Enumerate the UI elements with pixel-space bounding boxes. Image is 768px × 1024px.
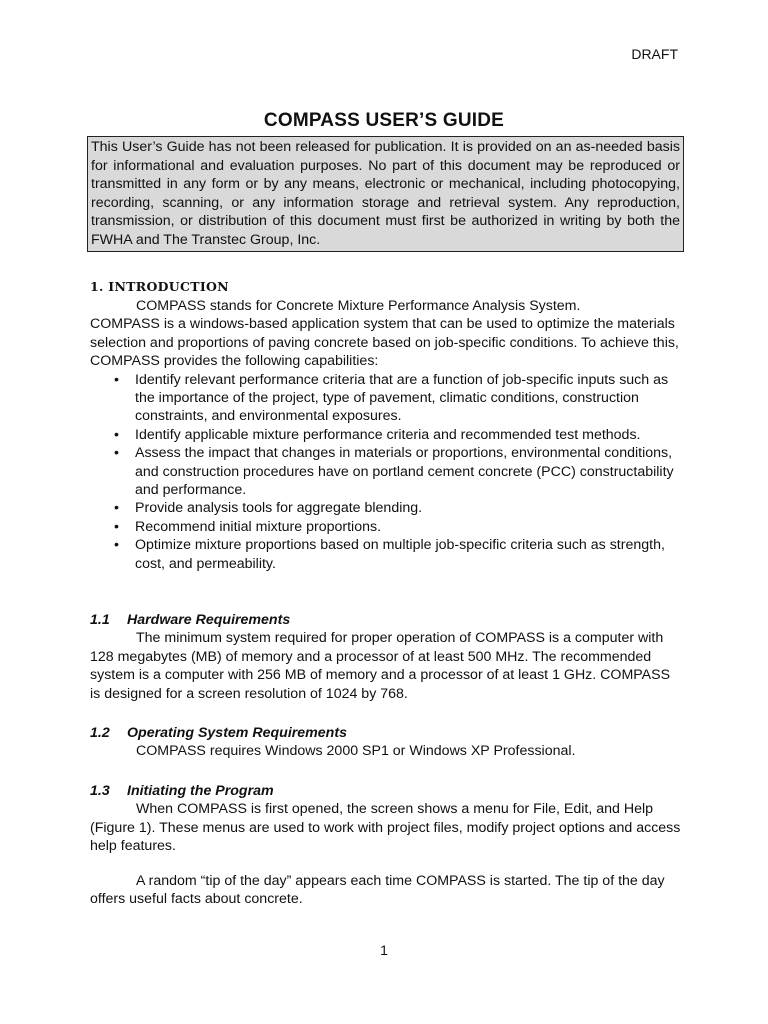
draft-label: DRAFT xyxy=(631,46,678,62)
hardware-heading xyxy=(90,611,684,629)
list-item xyxy=(90,499,684,517)
list-item-text: Assess the impact that changes in materials or proportions, environmental conditions, and construction procedures have on portland cement concrete (PCC) constructability and performance. xyxy=(135,445,674,499)
bullet-icon: • xyxy=(114,371,119,388)
list-item xyxy=(90,371,684,426)
list-item-text: Identify relevant performance criteria that are a function of job-specific inputs such as the importance of the project, type of pavement, climatic conditions, construction constraints, and environmental exposures. xyxy=(135,371,669,425)
publication-notice-box: This User’s Guide has not been released for publication. It is provided on an as-needed basis for informational and evaluation purposes. No part of this document may be reproduced or transmitted in any form or by any means, electronic or mechanical, including photocopying, recording, scanning, or any information storage and retrieval system. Any reproduction, transmission, or distribution of this document must first be authorized in writing by both the FWHA and The Transtec Group, Inc. xyxy=(87,136,684,252)
bullet-icon: • xyxy=(114,500,119,517)
hardware-paragraph: The minimum system required for proper operation of COMPASS is a computer with 128 megabytes (MB) of memory and a processor of at least 500 MHz. The recommended system is a computer with 256 MB of memory and a processor of at least 1 GHz. COMPASS is designed for a screen resolution of 1024 by 768. xyxy=(90,630,671,702)
list-item xyxy=(90,518,684,536)
hardware-section xyxy=(90,611,684,703)
bullet-icon: • xyxy=(114,518,119,535)
capabilities-list xyxy=(90,371,684,573)
introduction-paragraph: COMPASS is a windows-based application system that can be used to optimize the materials selection and proportions of paving concrete based on job-specific conditions. To achieve this, COMPASS provides the following capabilities: xyxy=(90,316,679,370)
tip-section xyxy=(90,872,684,909)
introduction-heading: 1. INTRODUCTION xyxy=(90,279,229,294)
initiating-paragraph: When COMPASS is first opened, the screen shows a menu for File, Edit, and Help (Figure 1). These menus are used to work with project files, modify project options and access help features. xyxy=(90,801,681,855)
initiating-section xyxy=(90,782,684,856)
os-paragraph: COMPASS requires Windows 2000 SP1 or Windows XP Professional. xyxy=(136,743,576,760)
section-title: Hardware Requirements xyxy=(127,612,291,628)
section-number: 1.1 xyxy=(90,612,110,628)
list-item xyxy=(90,444,684,499)
os-heading xyxy=(90,724,684,742)
introduction-first-line: COMPASS stands for Concrete Mixture Performance Analysis System. xyxy=(136,298,581,314)
section-title: Operating System Requirements xyxy=(127,725,347,741)
bullet-icon: • xyxy=(114,445,119,462)
list-item-text: Recommend initial mixture proportions. xyxy=(135,518,382,535)
list-item xyxy=(90,426,684,444)
bullet-icon: • xyxy=(114,426,119,443)
section-title: Initiating the Program xyxy=(127,783,274,799)
page-number: 1 xyxy=(380,942,388,958)
section-number: 1.2 xyxy=(90,725,110,741)
section-number: 1.3 xyxy=(90,783,110,799)
page-title: COMPASS USER’S GUIDE xyxy=(263,110,505,131)
bullet-icon: • xyxy=(114,537,119,554)
list-item xyxy=(90,536,684,573)
introduction-section xyxy=(90,297,684,573)
tip-paragraph: A random “tip of the day” appears each time COMPASS is started. The tip of the day offers useful facts about concrete. xyxy=(90,873,665,908)
os-section xyxy=(90,724,684,761)
list-item-text: Optimize mixture proportions based on multiple job-specific criteria such as strength, cost, and permeability. xyxy=(135,537,665,572)
list-item-text: Identify applicable mixture performance criteria and recommended test methods. xyxy=(135,426,641,443)
initiating-heading xyxy=(90,782,684,800)
list-item-text: Provide analysis tools for aggregate blending. xyxy=(135,500,423,517)
